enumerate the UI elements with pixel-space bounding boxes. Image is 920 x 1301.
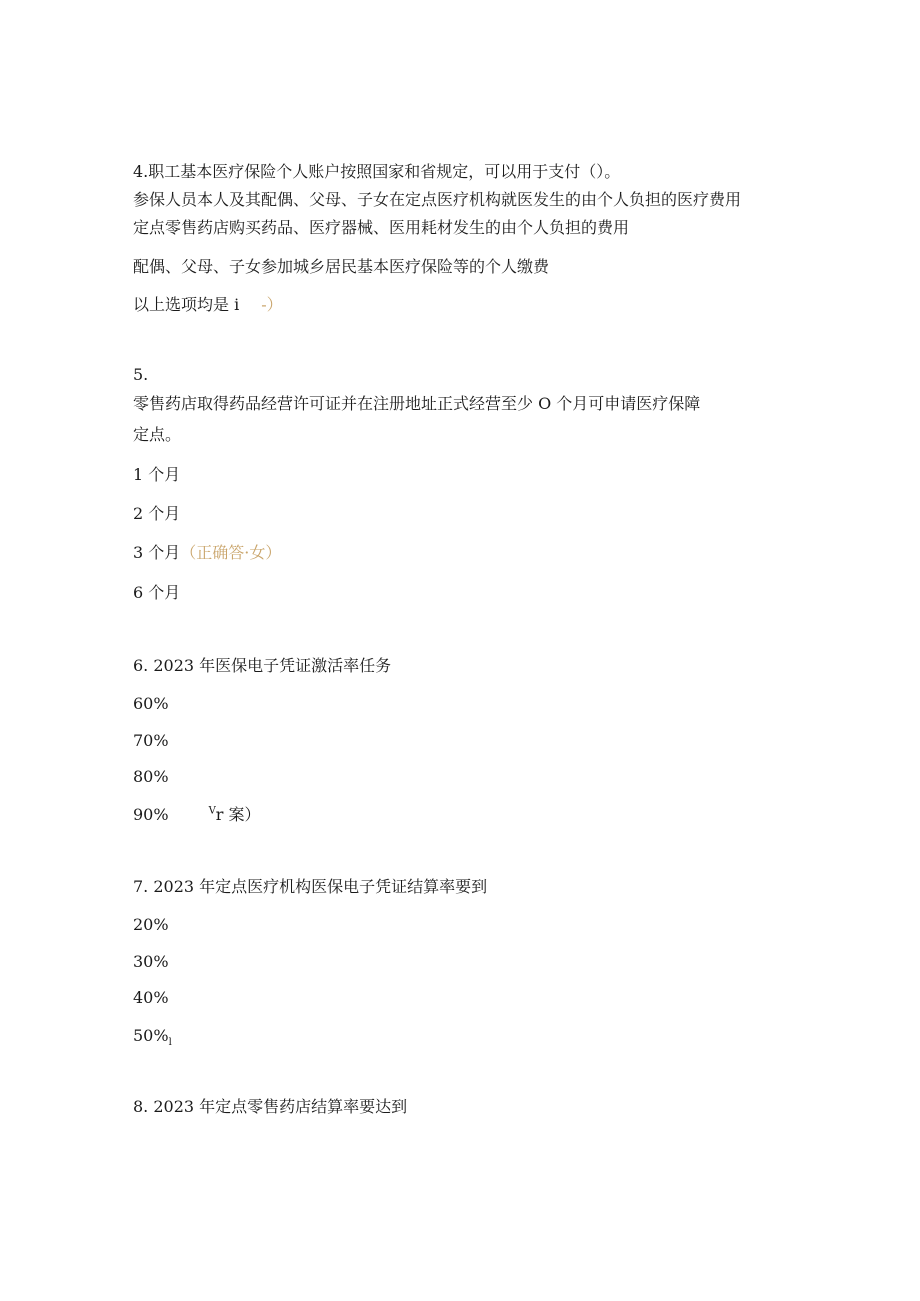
answer-mark: -） [261, 295, 283, 314]
question-7-option-c: 40% [133, 988, 169, 1007]
question-6-option-c: 80% [133, 767, 169, 786]
question-7-option-a: 20% [133, 915, 169, 934]
answer-note: r 案） [215, 805, 261, 824]
question-5-stem-line2: 定点。 [133, 425, 182, 444]
question-4-option-d-text: 以上选项均是 i [133, 295, 240, 314]
question-6-option-a: 60% [133, 694, 169, 713]
question-7-stem: 7. 2023 年定点医疗机构医保电子凭证结算率要到 [133, 877, 488, 896]
question-4-option-a: 参保人员本人及其配偶、父母、子女在定点医疗机构就医发生的由个人负担的医疗费用 [133, 190, 742, 209]
answer-note: （正确答·女） [180, 543, 282, 562]
question-6-option-d [133, 805, 261, 825]
question-5-option-a: 1 个月 [133, 465, 181, 484]
question-6-option-d-text: 90% [133, 805, 169, 824]
question-6-stem: 6. 2023 年医保电子凭证激活率任务 [133, 656, 392, 675]
question-5-option-b: 2 个月 [133, 504, 181, 523]
question-4-option-c: 配偶、父母、子女参加城乡居民基本医疗保险等的个人缴费 [133, 257, 550, 276]
question-7-option-b: 30% [133, 952, 169, 971]
answer-sup-mark: V [208, 805, 216, 817]
question-8-stem: 8. 2023 年定点零售药店结算率要达到 [133, 1097, 408, 1116]
question-5-option-d: 6 个月 [133, 583, 181, 602]
question-4-stem: 4.职工基本医疗保险个人账户按照国家和省规定，可以用于支付（）。 [133, 162, 621, 181]
question-6-option-b: 70% [133, 731, 169, 750]
question-4-option-d [133, 295, 283, 315]
question-5-option-c [133, 543, 281, 563]
question-5-option-c-text: 3 个月 [133, 543, 181, 562]
question-7-option-d-text: 50% [133, 1026, 169, 1045]
question-5-stem-line1: 零售药店取得药品经营许可证并在注册地址正式经营至少 O 个月可申请医疗保障 [133, 394, 701, 413]
answer-mark: l [168, 1037, 172, 1049]
question-7-option-d [133, 1026, 172, 1049]
question-4-option-b: 定点零售药店购买药品、医疗器械、医用耗材发生的由个人负担的费用 [133, 218, 630, 237]
question-5-number: 5. [133, 365, 149, 384]
